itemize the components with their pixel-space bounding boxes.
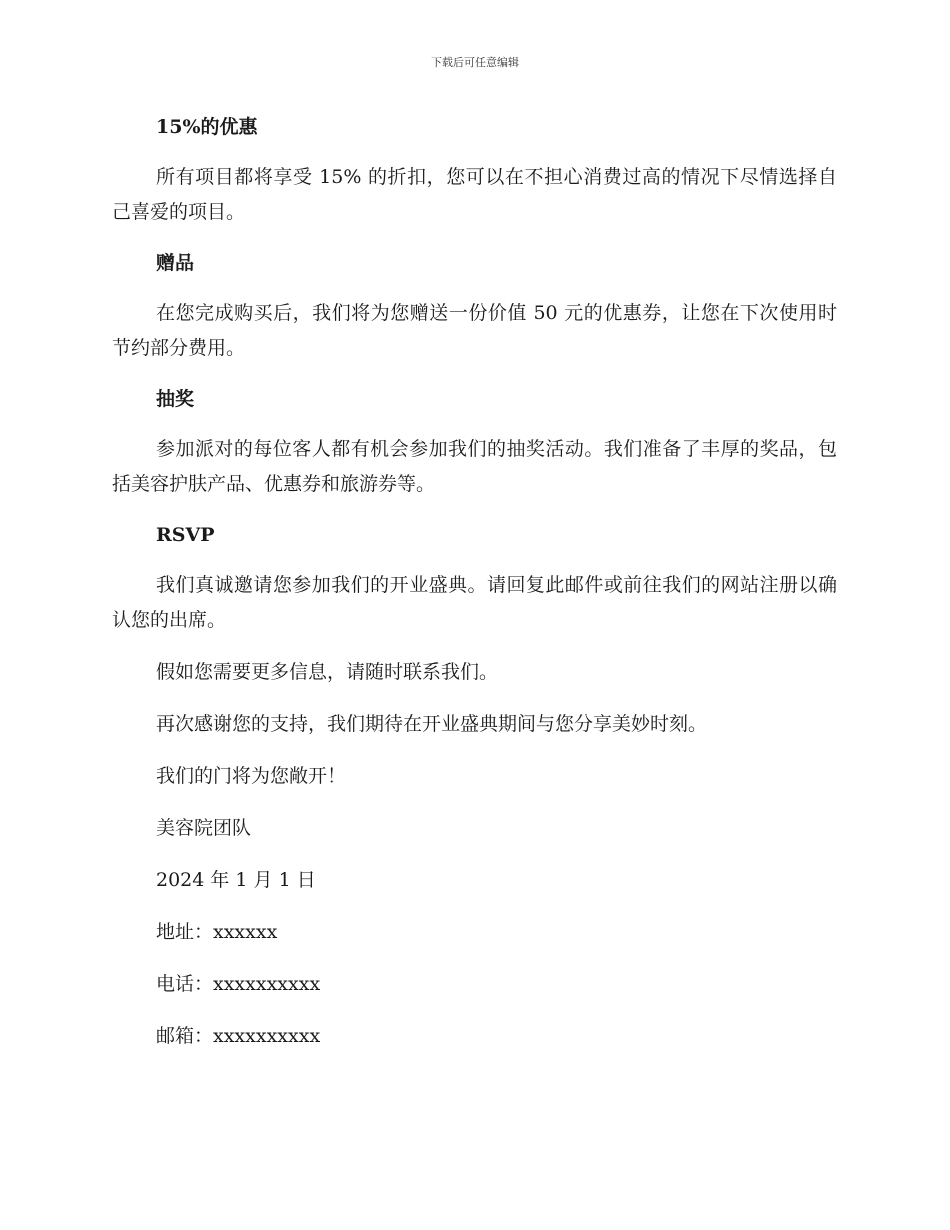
phone-text: 电话：xxxxxxxxxx	[156, 973, 321, 995]
section-heading-rsvp: RSVP	[156, 524, 215, 546]
section-body-discount: 所有项目都将享受 15% 的折扣，您可以在不担心消费过高的情况下尽情选择自己喜爱的项目。	[112, 166, 837, 223]
header-note: 下载后可任意编辑	[431, 56, 519, 69]
section-heading-discount: 15%的优惠	[156, 116, 258, 138]
thanks-text: 再次感谢您的支持，我们期待在开业盛典期间与您分享美妙时刻。	[156, 713, 708, 735]
section-body-rsvp: 我们真诚邀请您参加我们的开业盛典。请回复此邮件或前往我们的网站注册以确认您的出席。	[112, 574, 837, 631]
door-text: 我们的门将为您敞开！	[156, 765, 347, 787]
address-text: 地址：xxxxxx	[156, 921, 278, 943]
section-body-gift: 在您完成购买后，我们将为您赠送一份价值 50 元的优惠券，让您在下次使用时节约部分费用。	[112, 302, 837, 359]
more-info-text: 假如您需要更多信息，请随时联系我们。	[156, 661, 499, 683]
section-heading-lottery: 抽奖	[156, 388, 195, 410]
document-content	[112, 110, 837, 1054]
section-body-lottery: 参加派对的每位客人都有机会参加我们的抽奖活动。我们准备了丰厚的奖品，包括美容护肤产品、优惠券和旅游券等。	[112, 438, 837, 495]
section-heading-gift: 赠品	[156, 252, 195, 274]
email-text: 邮箱：xxxxxxxxxx	[156, 1025, 321, 1047]
signature-text: 美容院团队	[156, 817, 252, 839]
date-text: 2024 年 1 月 1 日	[156, 869, 316, 891]
